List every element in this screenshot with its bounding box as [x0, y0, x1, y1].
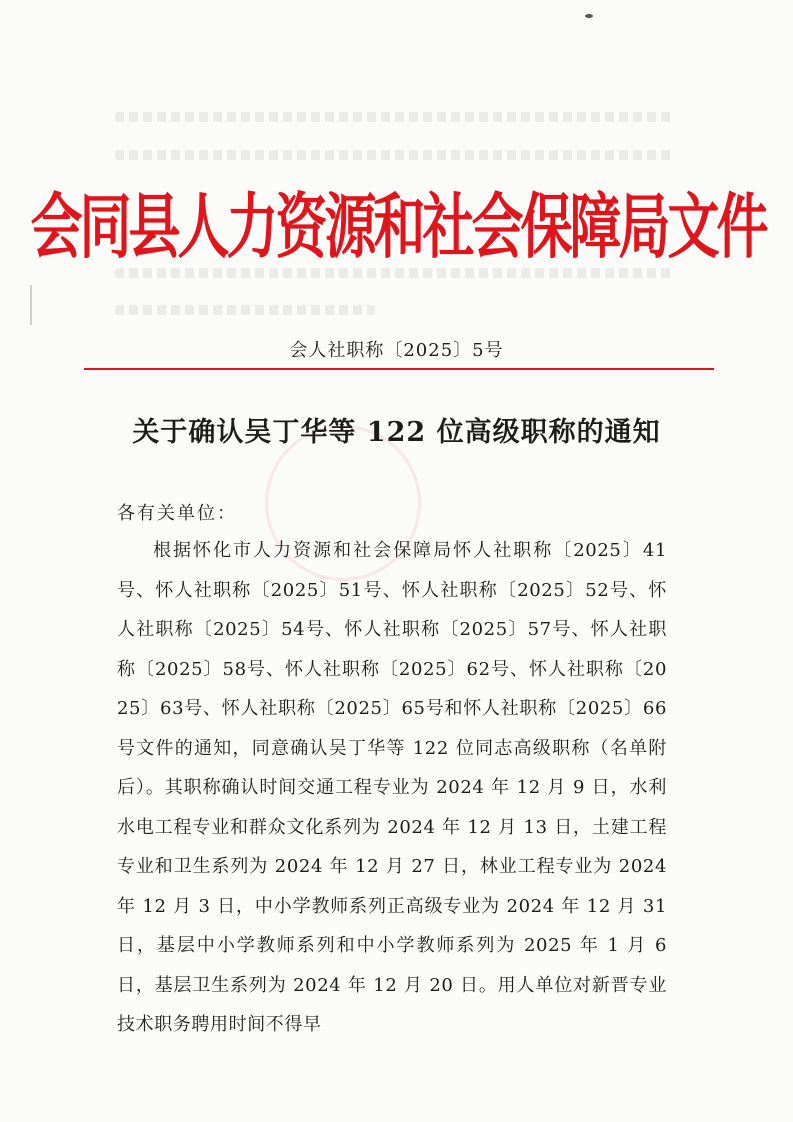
- notice-body-paragraph: 根据怀化市人力资源和社会保障局怀人社职称〔2025〕41号、怀人社职称〔2025〕51号、怀人社职称〔2025〕52号、怀人社职称〔2025〕54号、怀人社职称〔2025〕57号、怀人社职称〔2025〕58号、怀人社职称〔2025〕62号、怀人社职称〔2025〕63号、怀人社职称〔2025〕65号和怀人社职称〔2025〕66号文件的通知，同意确认吴丁华等 122 位同志高级职称（名单附后）。其职称确认时间交通工程专业为 2024 年 12 月 9 日，水利水电工程专业和群众文化系列为 2024 年 12 月 13 日，土建工程专业和卫生系列为 2024 年 12 月 27 日，林业工程专业为 2024 年 12 月 3 日，中小学教师系列正高级专业为 2024 年 12 月 31 日，基层中小学教师系列和中小学教师系列为 2025 年 1 月 6 日，基层卫生系列为 2024 年 12 月 20 日。用人单位对新晋专业技术职务聘用时间不得早: [117, 540, 667, 1035]
- agency-document-header: 会同县人力资源和社会保障局文件: [30, 186, 766, 268]
- notice-title: 关于确认吴丁华等 122 位高级职称的通知: [132, 417, 661, 448]
- red-divider-line: [84, 368, 714, 370]
- scan-speck: [585, 14, 593, 18]
- document-number: 会人社职称〔2025〕5号: [289, 340, 504, 361]
- bleed-through-line: [115, 150, 675, 160]
- bleed-through-line: [115, 305, 375, 315]
- bleed-through-line: [115, 112, 675, 122]
- salutation: 各有关单位：: [117, 503, 237, 524]
- margin-mark: [30, 285, 32, 325]
